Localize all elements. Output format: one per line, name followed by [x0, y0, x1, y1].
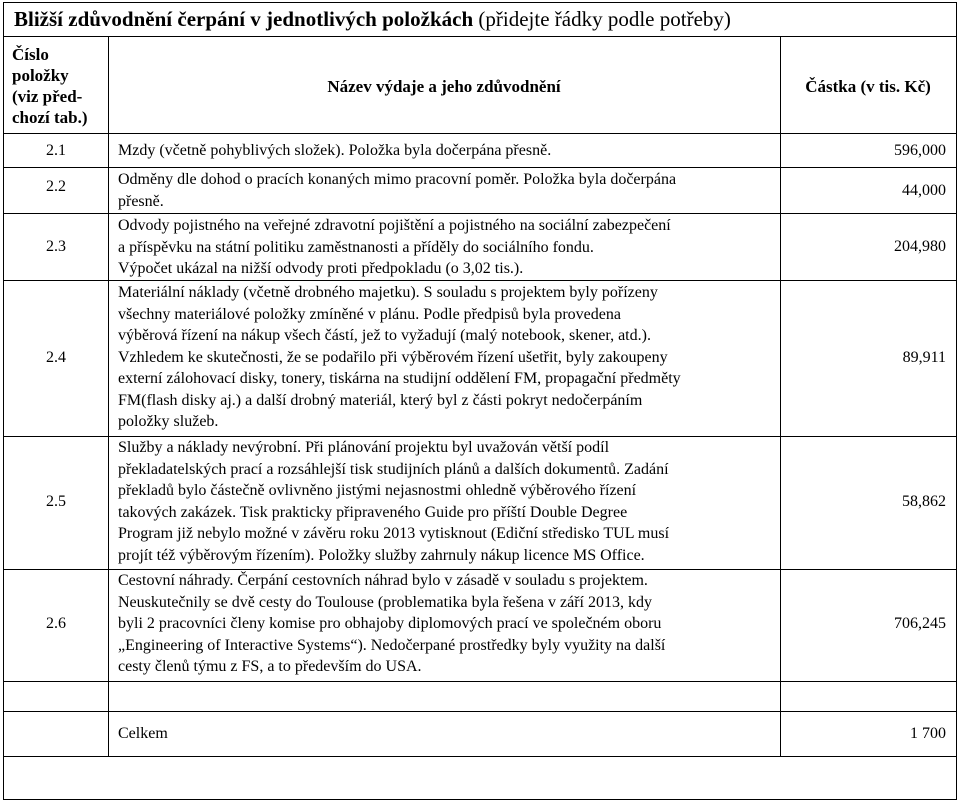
- row-description: Odměny dle dohod o pracích konaných mimo pracovní poměr. Položka byla dočerpána přesně.: [118, 171, 677, 210]
- row-amount: 44,000: [902, 182, 946, 199]
- row-amount: 596,000: [894, 142, 946, 159]
- row-number: 2.1: [46, 142, 66, 159]
- row-number: 2.5: [46, 493, 66, 510]
- row-amount: 89,911: [902, 349, 946, 366]
- row-description: Služby a náklady nevýrobní. Při plánování projektu byl uvažován větší podíl překladatelských prací a rozsáhlejší tisk studijních plánů a dalších dokumentů. Zadání překladů bylo částečně ovlivněno jistými nejasnostmi ohledně výběrového řízení takových zakázek. Tisk prakticky připraveného Guide pro příští Double Degree Program již nebylo možné v závěru roku 2013 vytisknout (Ediční středisko TUL musí projít též výběrovým řízením). Položky služby zahrnuly nákup licence MS Office.: [118, 439, 670, 564]
- row-number: 2.3: [46, 238, 66, 255]
- row-description: Materiální náklady (včetně drobného majetku). S souladu s projektem byly pořízeny všechny materiálové položky zmíněné v plánu. Podle předpisů byla provedena výběrová řízení na nákup všech částí, jež to vyžadují (malý notebook, skener, atd.). Vzhledem ke skutečnosti, že se podařilo při výběrovém řízení ušetřit, byly zakoupeny externí zálohovací disky, tonery, tiskárna na studijní oddělení FM, propagační předměty FM(flash disky aj.) a další drobný materiál, který byl z části pokryt nedočerpáním položky služeb.: [118, 284, 681, 430]
- rule-row: [3, 213, 957, 214]
- col-divider-2: [780, 36, 781, 756]
- col-divider-1: [108, 36, 109, 756]
- section-heading: [14, 6, 731, 32]
- rule-row: [3, 711, 957, 712]
- rule-under-header: [3, 133, 957, 134]
- rule-row: [3, 756, 957, 757]
- row-description: Cestovní náhrady. Čerpání cestovních náhrad bylo v zásadě v souladu s projektem. Neuskutečnily se dvě cesty do Toulouse (problematika byla řešena v září 2013, kdy byli 2 pracovníci členy komise pro obhajoby diplomových prací ve společném oboru „Engineering of Interactive Systems“). Nedočerpané prostředky byly využity na další cesty členů týmu z FS, a to především do USA.: [118, 572, 666, 675]
- total-amount: 1 700: [910, 725, 946, 742]
- header-expense-name: Název výdaje a jeho zdůvodnění: [327, 77, 561, 96]
- row-description: Mzdy (včetně pohyblivých složek). Položka byla dočerpána přesně.: [118, 142, 552, 159]
- row-number: 2.4: [46, 349, 66, 366]
- row-amount: 706,245: [894, 615, 946, 632]
- row-number: 2.2: [46, 178, 66, 195]
- heading-title: Bližší zdůvodnění čerpání v jednotlivých položkách: [14, 7, 474, 31]
- row-description: Odvody pojistného na veřejné zdravotní pojištění a pojistného na sociální zabezpečení a příspěvku na státní politiku zaměstnanosti a příděly do sociálního fondu. Výpočet ukázal na nižší odvody proti předpokladu (o 3,02 tis.).: [118, 217, 671, 277]
- rule-row: [3, 681, 957, 682]
- row-amount: 58,862: [902, 493, 946, 510]
- total-label: Celkem: [118, 725, 168, 742]
- rule-row: [3, 280, 957, 281]
- heading-note: (přidejte řádky podle potřeby): [478, 7, 731, 31]
- row-number: 2.6: [46, 615, 66, 632]
- header-item-number: Číslo položky (viz před- chozí tab.): [12, 45, 88, 127]
- rule-row: [3, 167, 957, 168]
- rule-under-heading: [3, 36, 957, 37]
- row-amount: 204,980: [894, 238, 946, 255]
- header-amount: Částka (v tis. Kč): [805, 77, 931, 96]
